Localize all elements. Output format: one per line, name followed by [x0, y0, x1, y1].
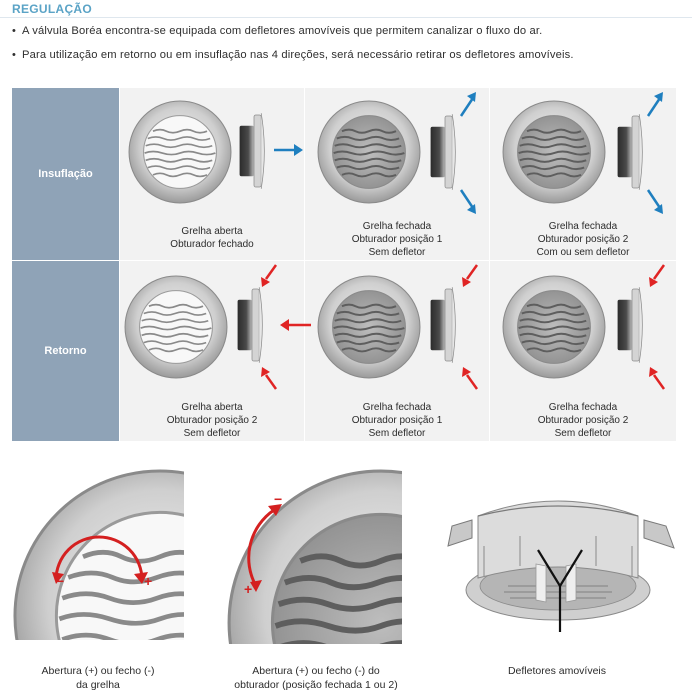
red-arrow-in-icon — [459, 263, 481, 289]
bullet-list — [12, 24, 688, 72]
red-arrow-in-icon — [646, 263, 668, 289]
closed-grille-icon — [502, 275, 606, 379]
plus-label: + — [244, 581, 253, 597]
bottom-caption: Defletores amovíveis — [507, 665, 607, 677]
red-arrow-left-icon — [279, 317, 313, 333]
valve-side-icon — [236, 106, 272, 196]
red-arrow-in-icon — [258, 365, 280, 391]
blue-arrow-up-icon — [644, 90, 666, 118]
closed-grille-icon — [317, 275, 421, 379]
blue-arrow-down-icon — [644, 188, 666, 216]
red-arrow-in-icon — [646, 365, 668, 391]
cell-caption: Grelha aberta Obturador fechado — [170, 226, 254, 250]
row-header-insuflacao: Insuflação — [12, 88, 119, 260]
plus-label: + — [144, 573, 153, 589]
bullet-text: A válvula Boréa encontra-se equipada com defletores amovíveis que permitem canalizar o fluxo do ar. — [22, 25, 543, 37]
cell-caption: Grelha fechada Obturador posição 1 Sem defletor — [351, 221, 443, 258]
bottom-caption: Abertura (+) ou fecho (-) da grelha — [41, 665, 155, 691]
retorno-cell-3 — [490, 261, 676, 441]
cell-caption: Grelha aberta Obturador posição 2 Sem defletor — [166, 402, 258, 439]
section-title: REGULAÇÃO — [12, 2, 93, 16]
bullet-dot-icon: • — [12, 49, 17, 61]
bullet-text: Para utilização em retorno ou em insuflação nas 4 direções, será necessário retirar os defletores amovíveis. — [22, 49, 574, 61]
bullet-item — [12, 24, 688, 38]
cell-caption: Grelha fechada Obturador posição 1 Sem defletor — [351, 402, 443, 439]
bottom-caption: Abertura (+) ou fecho (-) do obturador (posição fechada 1 ou 2) — [234, 665, 398, 691]
retorno-cell-2 — [305, 261, 489, 441]
valve-side-icon — [427, 275, 463, 375]
cell-caption: Grelha fechada Obturador posição 2 Sem defletor — [537, 402, 629, 439]
blue-arrow-down-icon — [457, 188, 479, 216]
title-divider — [0, 17, 692, 18]
damper-adjust-illustration — [226, 468, 402, 644]
regulation-table — [12, 88, 676, 441]
cell-caption: Grelha fechada Obturador posição 2 Com ou sem defletor — [536, 221, 630, 258]
red-arrow-in-icon — [258, 263, 280, 289]
red-arrow-in-icon — [459, 365, 481, 391]
valve-side-icon — [614, 275, 650, 375]
removable-deflector-illustration — [438, 486, 680, 636]
insuflacao-cell-1 — [120, 88, 304, 260]
retorno-cell-1 — [120, 261, 304, 441]
bullet-dot-icon: • — [12, 25, 17, 37]
closed-grille-icon — [317, 100, 421, 204]
valve-side-icon — [234, 275, 270, 375]
bullet-item — [12, 48, 688, 62]
open-grille-icon — [124, 275, 228, 379]
blue-arrow-icon — [272, 142, 304, 158]
row-header-retorno: Retorno — [12, 261, 119, 441]
minus-label: − — [274, 491, 283, 507]
blue-arrow-up-icon — [457, 90, 479, 118]
open-grille-icon — [128, 100, 232, 204]
grille-adjust-illustration — [12, 468, 184, 640]
insuflacao-cell-2 — [305, 88, 489, 260]
closed-grille-icon — [502, 100, 606, 204]
minus-label: − — [56, 573, 65, 589]
insuflacao-cell-3 — [490, 88, 676, 260]
